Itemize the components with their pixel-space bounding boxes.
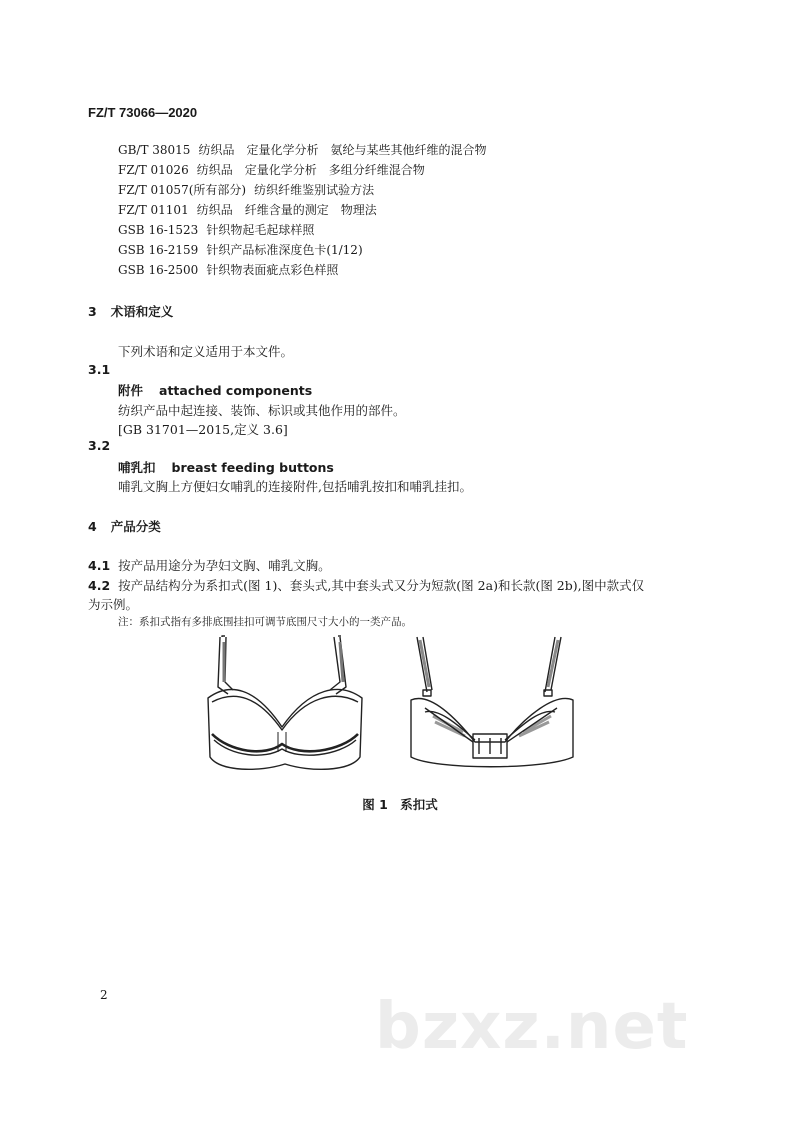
term-3-1-number: 3.1: [88, 362, 111, 377]
term-3-1-source: [GB 31701—2015,定义 3.6]: [118, 422, 288, 437]
reference-code: FZ/T 01026: [118, 163, 189, 177]
reference-title: 纺织品 定量化学分析 多组分纤维混合物: [196, 163, 425, 177]
reference-title: 纺织品 纤维含量的测定 物理法: [196, 203, 377, 217]
watermark: bzxz.net: [375, 990, 689, 1064]
term-3-1-heading: [118, 381, 312, 399]
section-number: 4: [88, 519, 97, 534]
term-3-1-definition: 纺织产品中起连接、装饰、标识或其他作用的部件。: [118, 403, 406, 418]
reference-item: [118, 180, 486, 200]
clause-text: 按产品结构分为系扣式(图 1)、套头式,其中套头式又分为短款(图 2a)和长款(图 2b),图中款式仅: [118, 578, 645, 593]
reference-code: FZ/T 01057(所有部分): [118, 183, 247, 197]
term-en: attached components: [159, 383, 313, 398]
reference-item: [118, 160, 486, 180]
bra-back-view-drawing: [405, 632, 580, 782]
section-3-heading: [88, 302, 173, 320]
clause-text: 按产品用途分为孕妇文胸、哺乳文胸。: [118, 558, 331, 573]
figure-1-caption: 图 1 系扣式: [362, 797, 438, 812]
section-number: 3: [88, 304, 97, 319]
term-zh: 哺乳扣: [118, 460, 156, 475]
reference-title: 针织产品标准深度色卡(1/12): [206, 243, 363, 257]
clause-number: 4.2: [88, 578, 111, 593]
reference-title: 针织物起毛起球样照: [206, 223, 315, 237]
reference-item: [118, 260, 486, 280]
term-3-2-number: 3.2: [88, 438, 111, 453]
term-en: breast feeding buttons: [171, 460, 334, 475]
clause-4-2: [88, 576, 644, 594]
note: 注：系扣式指有多排底围挂扣可调节底围尺寸大小的一类产品。: [118, 616, 412, 628]
clause-4-2-continued: 为示例。: [88, 597, 139, 612]
clause-number: 4.1: [88, 558, 111, 573]
reference-title: 针织物表面疵点彩色样照: [206, 263, 339, 277]
reference-item: [118, 140, 486, 160]
term-zh: 附件: [118, 383, 144, 398]
reference-title: 纺织品 定量化学分析 氨纶与某些其他纤维的混合物: [198, 143, 487, 157]
section-3-intro: 下列术语和定义适用于本文件。: [118, 344, 294, 359]
section-title: 产品分类: [110, 519, 161, 534]
reference-title: 纺织纤维鉴别试验方法: [254, 183, 375, 197]
bra-front-view-drawing: [200, 632, 370, 782]
reference-code: GSB 16-1523: [118, 223, 199, 237]
reference-item: [118, 200, 486, 220]
reference-item: [118, 220, 486, 240]
term-3-2-heading: [118, 458, 334, 476]
reference-code: GSB 16-2159: [118, 243, 199, 257]
section-title: 术语和定义: [110, 304, 174, 319]
document-id: FZ/T 73066—2020: [88, 105, 198, 120]
page-number: 2: [100, 988, 108, 1002]
section-4-heading: [88, 517, 161, 535]
reference-code: GSB 16-2500: [118, 263, 199, 277]
reference-list: [118, 140, 486, 280]
reference-code: FZ/T 01101: [118, 203, 189, 217]
clause-4-1: [88, 556, 331, 574]
reference-item: [118, 240, 486, 260]
term-3-2-definition: 哺乳文胸上方便妇女哺乳的连接附件,包括哺乳按扣和哺乳挂扣。: [118, 479, 472, 494]
reference-code: GB/T 38015: [118, 143, 191, 157]
